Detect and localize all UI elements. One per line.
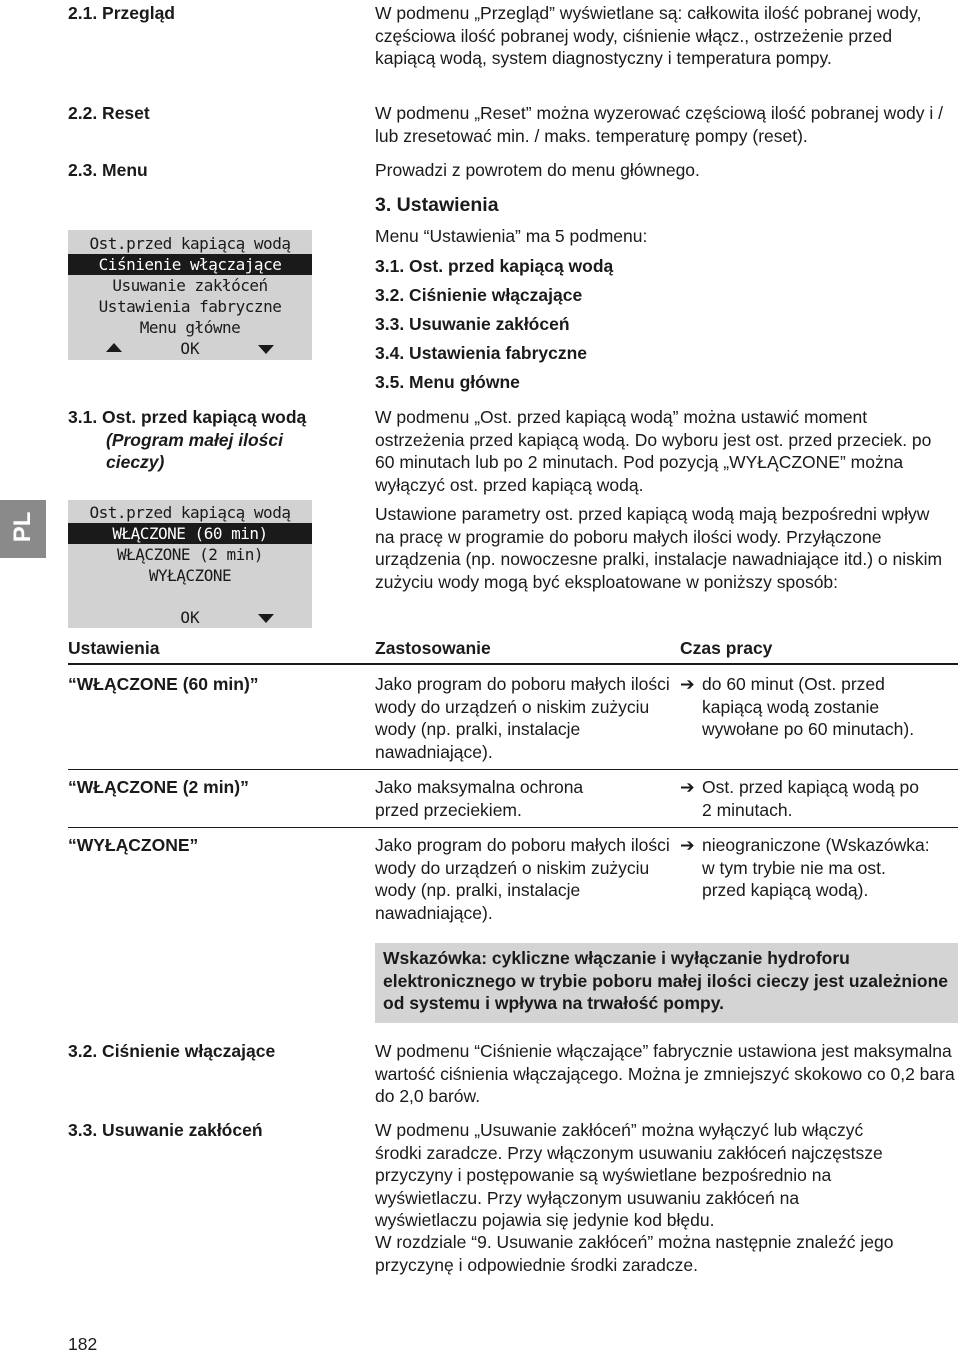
table-cell-time: [680, 673, 930, 741]
table-cell-time: [680, 776, 930, 821]
section-3-1-text1: W podmenu „Ost. przed kapiącą wodą” można ustawić moment ostrzeżenia przed kapiącą wodą. Do wyboru jest ost. przed przeciek. po 60 minutach lub po 2 minutach. Pod pozycją „WYŁĄCZONE” można wyłączyć ost. przed kapiącą wodą.: [375, 407, 932, 495]
section-3-3-text2: W rozdziale “9. Usuwanie zakłóceń” można następnie znaleźć jego przyczynę i odpowiednie środki zaradcze.: [375, 1232, 894, 1275]
submenu-item-3-1: 3.1. Ost. przed kapiącą wodą: [375, 256, 614, 276]
table-cell-time-text: nieograniczone (Wskazówka: w tym trybie nie ma ost. przed kapiącą wodą).: [702, 835, 930, 900]
table-cell-setting: “WŁĄCZONE (60 min)”: [68, 674, 259, 694]
lcd-row: Usuwanie zakłóceń: [112, 276, 268, 295]
table-header-time: Czas pracy: [680, 638, 773, 658]
section-2-1-text: W podmenu „Przegląd” wyświetlane są: całkowita ilość pobranej wody, częściowa ilość pobranej wody, ciśnienie włącz., ostrzeżenie przed kapiącą wodą, system diagnostyczny i temperatura pompy.: [375, 3, 922, 68]
arrow-up-icon: [106, 343, 122, 352]
section-2-3-heading: 2.3. Menu: [68, 160, 148, 180]
section-3-1-heading-line1: 3.1. Ost. przed kapiącą wodą: [68, 407, 307, 427]
lcd-row: Ost.przed kapiącą wodą: [89, 234, 291, 253]
table-cell-time-text: do 60 minut (Ost. przed kapiącą wodą zostanie wywołane po 60 minutach).: [702, 674, 915, 739]
lcd-row-empty: [68, 586, 312, 607]
table-row-divider: [68, 769, 958, 770]
section-2-1-heading: 2.1. Przegląd: [68, 3, 175, 23]
table-divider: [68, 663, 958, 665]
table-header-settings: Ustawienia: [68, 638, 160, 658]
lcd-ok-label: OK: [180, 339, 200, 358]
submenu-item-3-2: 3.2. Ciśnienie włączające: [375, 285, 583, 305]
table-header-use: Zastosowanie: [375, 638, 491, 658]
lcd-row: Ustawienia fabryczne: [98, 297, 282, 316]
arrow-right-icon: ➔: [680, 777, 695, 797]
section-2-2-text: W podmenu „Reset” można wyzerować częściową ilość pobranej wody i / lub zresetować min. / maks. temperaturę pompy (reset).: [375, 103, 944, 146]
language-tab: [0, 500, 46, 558]
table-cell-use: Jako program do poboru małych ilości wody do urządzeń o niskim zużyciu wody (np. pralki, instalacje nawadniające).: [375, 674, 670, 762]
section-2-3-text: Prowadzi z powrotem do menu głównego.: [375, 160, 700, 180]
section-3-3-heading: 3.3. Usuwanie zakłóceń: [68, 1120, 263, 1140]
section-3-1-heading-line3: cieczy): [106, 452, 165, 472]
lcd-row: WYŁĄCZONE: [148, 566, 232, 585]
table-cell-use: Jako program do poboru małych ilości wody do urządzeń o niskim zużyciu wody (np. pralki, instalacje nawadniające).: [375, 835, 670, 923]
section-3-heading: 3. Ustawienia: [375, 194, 499, 216]
section-2-2-heading: 2.2. Reset: [68, 103, 150, 123]
section-3-1-heading-line2: (Program małej ilości: [106, 429, 284, 450]
lcd-ok-label: OK: [180, 608, 200, 627]
section-3-1-heading: [68, 406, 306, 474]
lcd-settings-menu: [68, 230, 312, 360]
lcd-leak-warning-menu: [68, 500, 312, 628]
arrow-down-icon: [258, 345, 274, 354]
table-cell-time: [680, 834, 930, 902]
page-number: 182: [68, 1334, 98, 1354]
section-3-intro: Menu “Ustawienia” ma 5 podmenu:: [375, 226, 648, 246]
section-3-2-text: W podmenu “Ciśnienie włączające” fabrycznie ustawiona jest maksymalna wartość ciśnienia włączającego. Można je zmniejszyć skokowo co 0,2 bara do 2,0 barów.: [375, 1041, 955, 1106]
table-cell-setting: “WŁĄCZONE (2 min)”: [68, 777, 249, 797]
submenu-item-3-3: 3.3. Usuwanie zakłóceń: [375, 314, 570, 334]
section-3-2-heading: 3.2. Ciśnienie włączające: [68, 1041, 276, 1061]
lcd-row-selected: Ciśnienie włączające: [68, 254, 312, 275]
language-tab-label: PL: [8, 511, 36, 543]
arrow-right-icon: ➔: [680, 674, 695, 694]
lcd-nav-bar: [68, 338, 312, 360]
lcd-row: Ost.przed kapiącą wodą: [89, 503, 291, 522]
table-cell-setting: “WYŁĄCZONE”: [68, 835, 199, 855]
section-3-1-text2: Ustawione parametry ost. przed kapiącą wodą mają bezpośredni wpływ na pracę w programie do poboru małych ilości wody. Przyłączone urządzenia (np. nowoczesne pralki, instalacje nawadniające itd.) o niskim zużyciu wody mogą być eksploatowane w poniższy sposób:: [375, 504, 943, 592]
lcd-row: WŁĄCZONE (2 min): [116, 545, 264, 564]
submenu-item-3-5: 3.5. Menu główne: [375, 372, 520, 392]
lcd-row: Menu główne: [139, 318, 241, 337]
arrow-down-icon: [258, 614, 274, 623]
lcd-row-selected: WŁĄCZONE (60 min): [68, 523, 312, 544]
table-row-divider: [68, 827, 958, 828]
section-3-3-text: W podmenu „Usuwanie zakłóceń” można wyłączyć lub włączyć środki zaradcze. Przy włączonym usuwaniu zakłóceń najczęstsze przyczyny i postępowanie są wyświetlane bezpośrednio na wyświetlaczu. Przy wyłączonym usuwaniu zakłóceń na wyświetlaczu pojawia się jedynie kod błędu.: [375, 1120, 883, 1230]
submenu-item-3-4: 3.4. Ustawienia fabryczne: [375, 343, 588, 363]
table-cell-use: Jako maksymalna ochrona przed przeciekiem.: [375, 777, 584, 820]
lcd-nav-bar: [68, 607, 312, 629]
note-box: Wskazówka: cykliczne włączanie i wyłączanie hydroforu elektronicznego w trybie poboru małej ilości cieczy jest uzależnione od systemu i wpływa na trwałość pompy.: [375, 943, 958, 1023]
table-cell-time-text: Ost. przed kapiącą wodą po 2 minutach.: [702, 777, 919, 820]
arrow-right-icon: ➔: [680, 835, 695, 855]
